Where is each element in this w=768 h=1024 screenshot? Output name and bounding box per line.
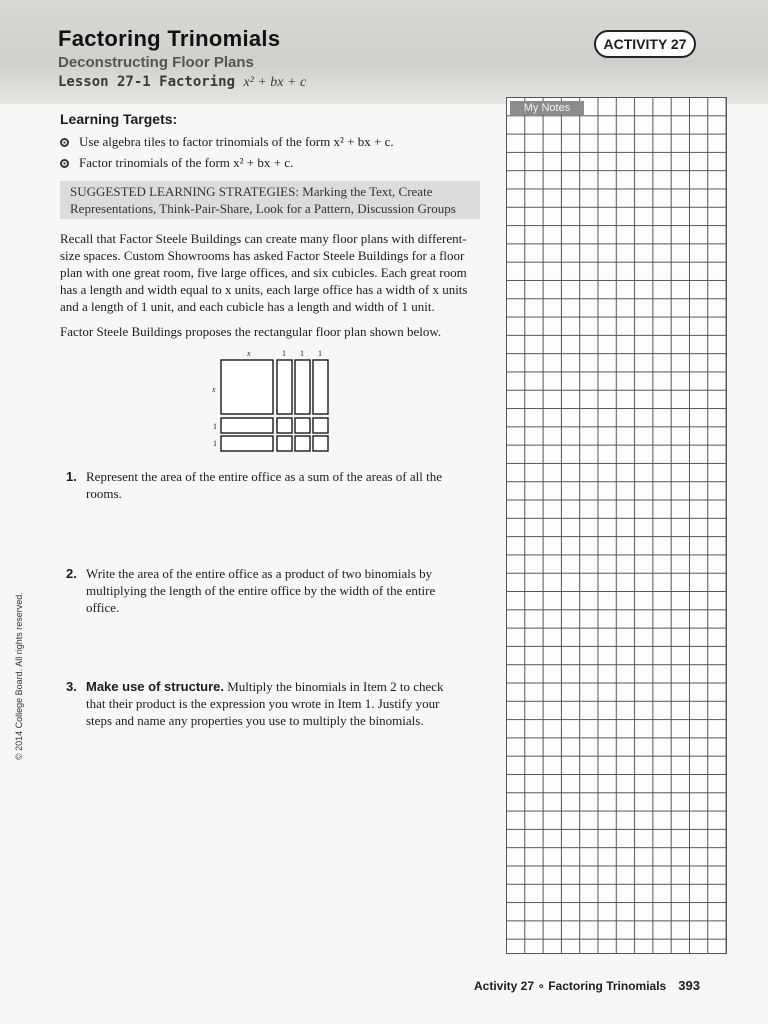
learning-target-text: Use algebra tiles to factor trinomials of the form x² + bx + c. bbox=[79, 134, 394, 149]
bullet-icon bbox=[60, 159, 69, 168]
learning-targets-heading: Learning Targets: bbox=[60, 111, 178, 127]
item-number: 3. bbox=[66, 679, 77, 694]
page-number: 393 bbox=[678, 978, 700, 993]
office-tile bbox=[221, 436, 273, 451]
great-room-tile bbox=[221, 360, 273, 414]
learning-target-text: Factor trinomials of the form x² + bx + c. bbox=[79, 155, 294, 170]
office-tile bbox=[221, 418, 273, 433]
item-number: 1. bbox=[66, 469, 77, 484]
item-text: Write the area of the entire office as a product of two binomials by multiplying the length of the entire office by the width of the entire office. bbox=[86, 566, 436, 615]
lesson-expression: x² + bx + c bbox=[243, 75, 307, 90]
top-label-x: x bbox=[247, 349, 251, 358]
floor-plan-diagram bbox=[200, 346, 340, 456]
page-footer bbox=[474, 978, 700, 993]
item-lead: Make use of structure. bbox=[86, 679, 224, 694]
footer-label: Activity 27 ∘ Factoring Trinomials bbox=[474, 979, 667, 993]
lesson-title bbox=[58, 74, 306, 91]
side-label-x: x bbox=[212, 385, 216, 394]
office-tile bbox=[277, 360, 292, 414]
item-text: Represent the area of the entire office as a sum of the areas of all the rooms. bbox=[86, 469, 443, 501]
item-text: Multiply the binomials in Item 2 to check that their product is the expression you wrote in Item 1. Justify your steps and name any properties you use to multiply the binomials. bbox=[86, 679, 444, 728]
office-tile bbox=[313, 360, 328, 414]
proposal-paragraph: Factor Steele Buildings proposes the rectangular floor plan shown below. bbox=[60, 324, 442, 339]
my-notes-grid bbox=[506, 97, 727, 954]
item-number: 2. bbox=[66, 566, 77, 581]
learning-strategies-box: SUGGESTED LEARNING STRATEGIES: Marking the Text, Create Representations, Think-Pair-Share, Look for a Pattern, Discussion Groups bbox=[60, 181, 480, 219]
learning-target-2 bbox=[60, 155, 293, 171]
top-label-1a: 1 bbox=[282, 349, 286, 358]
question-item-1 bbox=[66, 468, 466, 502]
office-tile bbox=[295, 360, 310, 414]
bullet-icon bbox=[60, 138, 69, 147]
top-label-1b: 1 bbox=[300, 349, 304, 358]
question-item-2 bbox=[66, 565, 466, 616]
cubicle-tile bbox=[277, 418, 292, 433]
side-label-1b: 1 bbox=[213, 439, 217, 448]
top-label-1c: 1 bbox=[318, 349, 322, 358]
cubicle-tile bbox=[295, 418, 310, 433]
side-label-1a: 1 bbox=[213, 422, 217, 431]
activity-badge: ACTIVITY 27 bbox=[594, 30, 696, 58]
lesson-prefix: Lesson 27-1 Factoring bbox=[58, 74, 244, 90]
copyright-notice: © 2014 College Board. All rights reserved. bbox=[14, 592, 24, 760]
learning-target-1 bbox=[60, 134, 394, 150]
page-title: Factoring Trinomials bbox=[58, 26, 281, 51]
my-notes-label: My Notes bbox=[510, 101, 584, 115]
question-item-3 bbox=[66, 678, 466, 729]
cubicle-tile bbox=[295, 436, 310, 451]
cubicle-tile bbox=[313, 418, 328, 433]
cubicle-tile bbox=[313, 436, 328, 451]
cubicle-tile bbox=[277, 436, 292, 451]
intro-paragraph: Recall that Factor Steele Buildings can create many floor plans with different-size spaces. Custom Showrooms has asked Factor Steele Buildings for a floor plan with one great room, five large offices, and six cubicles. Each great room has a length and width equal to x units, each large office has a width of x units and a length of 1 unit, and each cubicle has a length and width of 1 unit. bbox=[60, 231, 468, 314]
activity-subtitle: Deconstructing Floor Plans bbox=[58, 54, 254, 71]
